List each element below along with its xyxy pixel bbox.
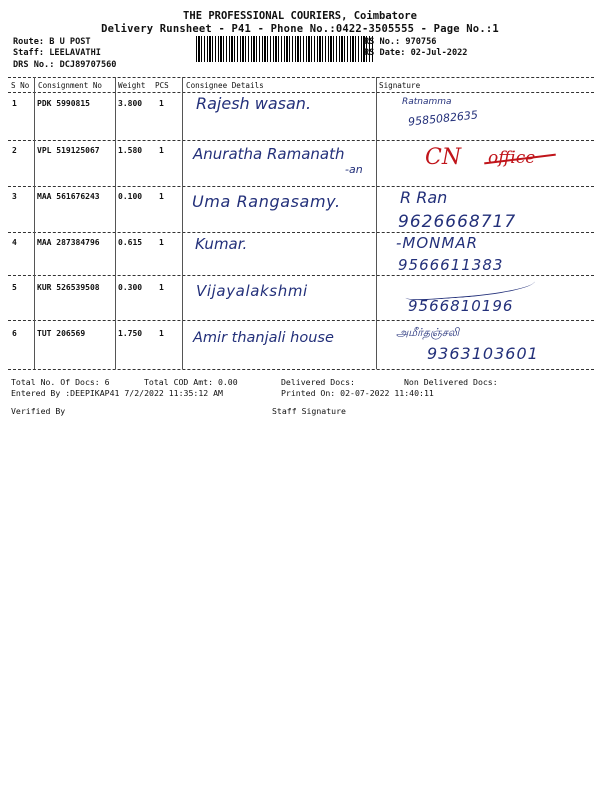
row-pcs: 1 — [159, 146, 164, 155]
table-bottom-rule — [8, 369, 594, 370]
row-signature-phone: 9585082635 — [407, 108, 479, 129]
row-sno: 3 — [12, 192, 17, 201]
column-divider — [376, 77, 377, 369]
row-signature: -MONMAR — [396, 234, 479, 252]
delivered-docs: Delivered Docs: — [281, 377, 355, 387]
rs-number: RS No.: 970756 — [364, 37, 437, 47]
row-signature: Ratnamma — [402, 97, 452, 107]
barcode — [196, 36, 374, 62]
printed-on: Printed On: 02-07-2022 11:40:11 — [281, 388, 434, 398]
route-label: Route: B U POST — [13, 37, 91, 47]
row-signature: CN — [425, 145, 462, 170]
row-sno: 6 — [12, 329, 17, 338]
row-weight: 0.615 — [118, 238, 143, 247]
col-header-consignee: Consignee Details — [186, 81, 264, 90]
row-consignee: Rajesh wasan. — [196, 94, 312, 113]
row-weight: 1.750 — [118, 329, 143, 338]
document-subtitle: Delivery Runsheet - P41 - Phone No.:0422-3505555 - Page No.:1 — [101, 23, 499, 35]
row-consignment: MAA 287384796 — [37, 238, 100, 247]
row-pcs: 1 — [159, 238, 164, 247]
row-sno: 1 — [12, 99, 17, 108]
row-signature-phone: 9626668717 — [398, 212, 517, 232]
row-divider — [8, 232, 594, 233]
row-consignee: Amir thanjali house — [193, 330, 334, 346]
rs-date: RS Date: 02-Jul-2022 — [364, 48, 468, 58]
row-signature: அமீர்தஞ்சலி — [396, 326, 460, 339]
row-pcs: 1 — [159, 329, 164, 338]
row-weight: 0.100 — [118, 192, 143, 201]
row-sno: 5 — [12, 283, 17, 292]
row-signature: R Ran — [400, 188, 448, 207]
row-signature-office: office — [488, 148, 536, 168]
col-header-weight: Weight — [118, 81, 146, 90]
row-consignee-cont: -an — [345, 163, 363, 176]
row-consignee: Kumar. — [195, 235, 248, 253]
non-delivered-docs: Non Delivered Docs: — [404, 377, 498, 387]
row-weight: 0.300 — [118, 283, 143, 292]
col-header-pcs: PCS — [155, 81, 169, 90]
row-consignee: Vijayalakshmi — [196, 282, 308, 300]
row-signature-phone: 9363103601 — [427, 344, 539, 363]
column-divider — [182, 77, 183, 369]
row-sno: 2 — [12, 146, 17, 155]
row-signature-phone: 9566810196 — [408, 297, 514, 315]
row-pcs: 1 — [159, 283, 164, 292]
document-title: THE PROFESSIONAL COURIERS, Coimbatore — [183, 10, 417, 22]
row-signature-phone: 9566611383 — [398, 256, 504, 274]
entered-by: Entered By :DEEPIKAP41 7/2/2022 11:35:12 AM — [11, 388, 223, 398]
column-divider — [34, 77, 35, 369]
total-cod-amount: Total COD Amt: 0.00 — [144, 377, 238, 387]
row-divider — [8, 320, 594, 321]
row-consignment: TUT 206569 — [37, 329, 86, 338]
table-header-rule — [8, 92, 594, 93]
row-divider — [8, 186, 594, 187]
row-pcs: 1 — [159, 99, 164, 108]
row-consignment: KUR 526539508 — [37, 283, 100, 292]
row-consignment: PDK 5990815 — [37, 99, 90, 108]
column-divider — [115, 77, 116, 369]
col-header-sno: S No — [11, 81, 30, 90]
col-header-signature: Signature — [379, 81, 421, 90]
col-header-consignment: Consignment No — [38, 81, 103, 90]
verified-by: Verified By — [11, 406, 66, 416]
row-consignee: Uma Rangasamy. — [192, 192, 341, 211]
staff-label: Staff: LEELAVATHI — [13, 48, 101, 58]
row-consignee: Anuratha Ramanath — [193, 145, 345, 163]
row-consignment: VPL 519125067 — [37, 146, 100, 155]
row-pcs: 1 — [159, 192, 164, 201]
table-top-rule — [8, 77, 594, 78]
drs-number: DRS No.: DCJ89707560 — [13, 60, 117, 70]
staff-signature: Staff Signature — [272, 406, 346, 416]
total-docs: Total No. Of Docs: 6 — [11, 377, 110, 387]
row-consignment: MAA 561676243 — [37, 192, 100, 201]
row-weight: 1.580 — [118, 146, 143, 155]
row-divider — [8, 140, 594, 141]
row-weight: 3.800 — [118, 99, 143, 108]
row-sno: 4 — [12, 238, 17, 247]
